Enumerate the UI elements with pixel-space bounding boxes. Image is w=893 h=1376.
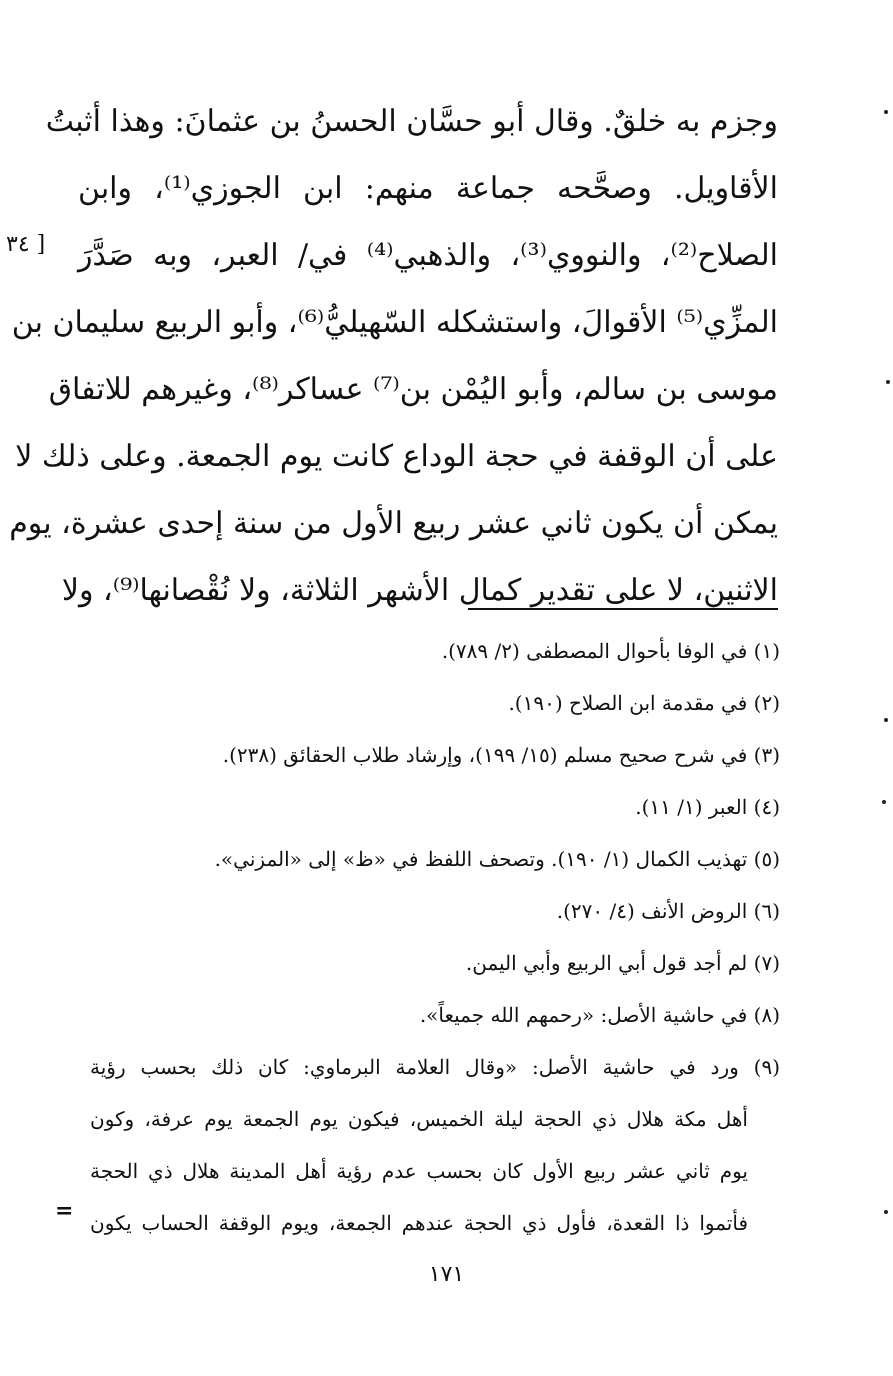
scan-speck <box>884 110 888 114</box>
scan-speck <box>884 718 888 722</box>
continuation-mark: = <box>55 1198 74 1224</box>
footnotes-block <box>90 625 780 1249</box>
footnote-7: (٧) لم أجد قول أبي الربيع وأبي اليمن. <box>465 951 780 975</box>
footnote-3: (٣) في شرح صحيح مسلم (١٥/ ١٩٩)، وإرشاد طلاب الحقائق (٢٣٨). <box>222 743 780 767</box>
footnote-5: (٥) تهذيب الكمال (١/ ١٩٠). وتصحف اللفظ في «ظ» إلى «المزني». <box>214 847 780 871</box>
main-text-line: الأقاويل. وصحَّحه جماعة منهم: ابن الجوزي⁽¹⁾، وابن <box>78 171 778 206</box>
main-text-line: موسى بن سالم، وأبو اليُمْن بن⁽⁷⁾ عساكر⁽⁸⁾، وغيرهم للاتفاق <box>48 372 778 407</box>
main-text-line: على أن الوقفة في حجة الوداع كانت يوم الجمعة. وعلى ذلك لا <box>15 439 778 474</box>
main-text-line: يمكن أن يكون ثاني عشر ربيع الأول من سنة إحدى عشرة، يوم <box>9 506 778 541</box>
footnote-9-continuation: أهل مكة هلال ذي الحجة ليلة الخميس، فيكون يوم الجمعة يوم عرفة، وكون <box>90 1107 748 1131</box>
footnote-4: (٤) العبر (١/ ١١). <box>635 795 780 819</box>
footnote-9-continuation: فأتموا ذا القعدة، فأول ذي الحجة عندهم الجمعة، ويوم الوقفة الحساب يكون <box>90 1211 749 1235</box>
footnote-2: (٢) في مقدمة ابن الصلاح (١٩٠). <box>508 691 780 715</box>
scan-speck <box>886 380 890 384</box>
main-text-line: المزِّي⁽⁵⁾ الأقوالَ، واستشكله السّهيليُّ⁽⁶⁾، وأبو الربيع سليمان بن <box>11 305 778 340</box>
margin-page-reference: [ ٣٤ <box>6 232 46 257</box>
main-text-line: الصلاح⁽²⁾، والنووي⁽³⁾، والذهبي⁽⁴⁾ في/ العبر، وبه صَدَّرَ <box>78 238 778 273</box>
footnote-9-continuation: يوم ثاني عشر ربيع الأول كان بحسب عدم رؤية أهل المدينة هلال ذي الحجة <box>90 1159 748 1183</box>
footnote-separator <box>468 608 778 610</box>
main-text-line: الاثنين، لا على تقدير كمال الأشهر الثلاثة، ولا نُقْصانها⁽⁹⁾، ولا <box>61 573 778 608</box>
main-text-line: وجزم به خلقٌ. وقال أبو حسَّان الحسنُ بن عثمانَ: وهذا أثبتُ <box>45 104 778 139</box>
footnote-1: (١) في الوفا بأحوال المصطفى (٢/ ٧٨٩). <box>441 639 780 663</box>
footnote-9: (٩) ورد في حاشية الأصل: «وقال العلامة البرماوي: كان ذلك بحسب رؤية <box>90 1055 780 1079</box>
scan-speck <box>882 800 886 804</box>
footnote-6: (٦) الروض الأنف (٤/ ٢٧٠). <box>556 899 780 923</box>
scan-speck <box>884 1210 888 1214</box>
page-number: ١٧١ <box>428 1262 465 1287</box>
footnote-8: (٨) في حاشية الأصل: «رحمهم الله جميعاً». <box>419 1003 780 1027</box>
